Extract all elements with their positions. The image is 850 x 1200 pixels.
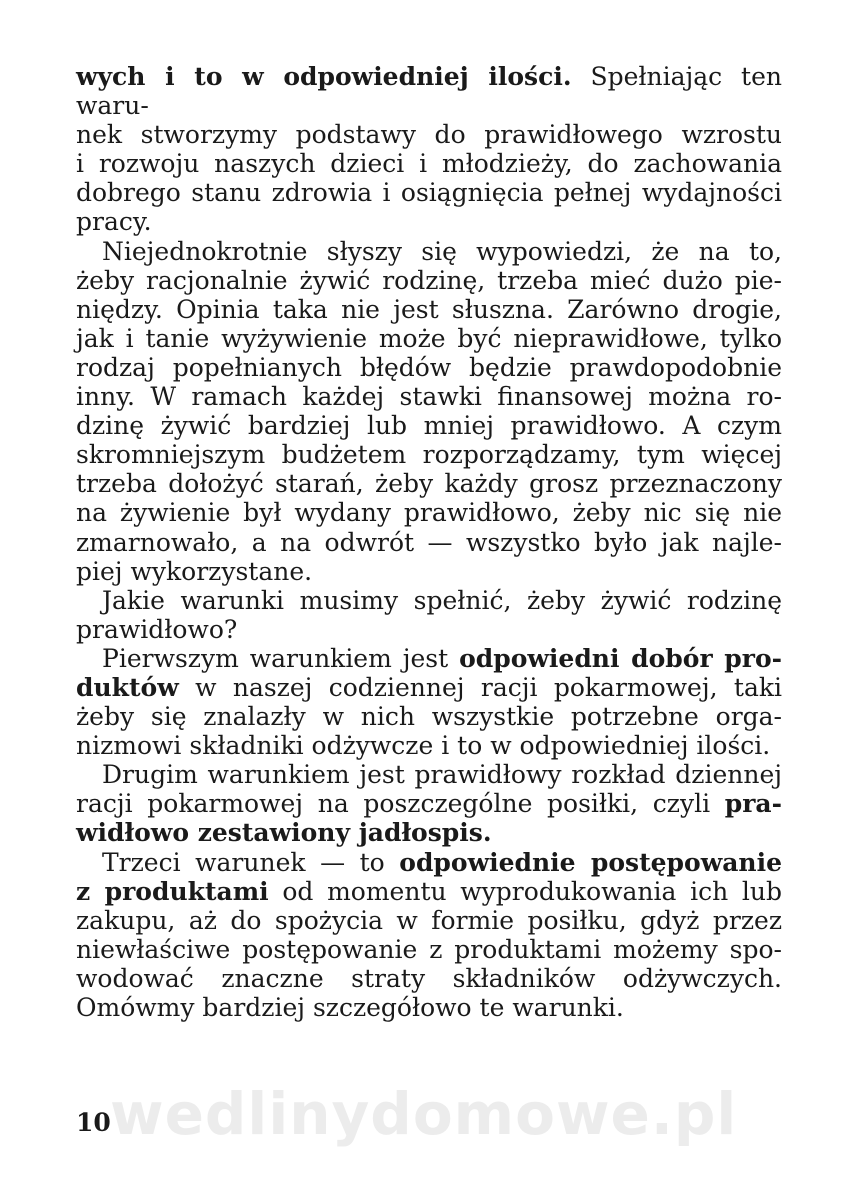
text-run: żeby racjonalnie żywić rodzinę, trzeba mieć dużo pie- <box>76 265 782 295</box>
text-run: wodować znaczne straty składników odżywczych. <box>76 963 782 993</box>
paragraph <box>76 848 782 1023</box>
text-run: inny. W ramach każdej stawki finansowej można ro- <box>76 382 782 412</box>
text-run: trzeba dołożyć starań, żeby każdy grosz przeznaczony <box>76 469 782 499</box>
text-run: niędzy. Opinia taka nie jest słuszna. Zarówno drogie, <box>76 294 782 324</box>
bold-text: duktów <box>76 672 179 702</box>
text-line <box>76 62 782 120</box>
text-line <box>76 789 782 818</box>
text-line <box>76 935 782 964</box>
text-line <box>76 120 782 149</box>
text-run: prawidłowo? <box>76 614 238 644</box>
text-run: racji pokarmowej na poszczególne posiłki, czyli <box>76 789 725 819</box>
text-line <box>76 877 782 906</box>
text-line <box>76 644 782 673</box>
text-line <box>76 906 782 935</box>
text-line <box>76 848 782 877</box>
paragraph <box>76 644 782 760</box>
text-line <box>76 731 782 760</box>
text-line <box>76 353 782 382</box>
paragraph <box>76 62 782 237</box>
text-run: na żywienie był wydany prawidłowo, żeby nic się nie <box>76 498 782 528</box>
text-run: zakupu, aż do spożycia w formie posiłku, gdyż przez <box>76 905 782 935</box>
text-run: rodzaj popełnianych błędów będzie prawdopodobnie <box>76 352 782 382</box>
text-line <box>76 498 782 527</box>
text-line <box>76 818 782 847</box>
text-line <box>76 760 782 789</box>
bold-text: odpowiedni dobór pro- <box>459 643 782 673</box>
bold-text: pra- <box>724 789 782 819</box>
text-run: skromniejszym budżetem rozporządzamy, tym więcej <box>76 440 782 470</box>
text-run: Drugim warunkiem jest prawidłowy rozkład dziennej <box>102 760 782 790</box>
text-run: Pierwszym warunkiem jest <box>102 643 460 673</box>
bold-text: wych i to w odpowiedniej ilości. <box>76 62 572 91</box>
paragraph <box>76 586 782 644</box>
text-line <box>76 149 782 178</box>
text-line <box>76 586 782 615</box>
text-run: piej wykorzystane. <box>76 556 313 586</box>
text-run: w naszej codziennej racji pokarmowej, taki <box>178 672 782 702</box>
text-line <box>76 382 782 411</box>
text-run: Jakie warunki musimy spełnić, żeby żywić rodzinę <box>102 585 782 615</box>
text-run: niewłaściwe postępowanie z produktami możemy spo- <box>76 934 782 964</box>
text-run: nizmowi składniki odżywcze i to w odpowiedniej ilości. <box>76 731 771 761</box>
text-run: i rozwoju naszych dzieci i młodzieży, do zachowania <box>76 149 782 179</box>
text-line <box>76 702 782 731</box>
page-number: 10 <box>76 1108 111 1137</box>
text-run: żeby się znalazły w nich wszystkie potrzebne orga- <box>76 702 782 732</box>
text-run: Trzeci warunek — to <box>102 847 400 877</box>
paragraph <box>76 760 782 847</box>
text-line <box>76 964 782 993</box>
text-run: pracy. <box>76 207 152 237</box>
text-line <box>76 615 782 644</box>
text-line <box>76 295 782 324</box>
body-text <box>76 62 782 1022</box>
text-run: Niejednokrotnie słyszy się wypowiedzi, że na to, <box>102 236 782 266</box>
text-line <box>76 528 782 557</box>
text-run: zmarnowało, a na odwrót — wszystko było jak najle- <box>76 527 782 557</box>
text-run: Omówmy bardziej szczegółowo te warunki. <box>76 993 624 1022</box>
text-run: dobrego stanu zdrowia i osiągnięcia pełnej wydajności <box>76 178 782 208</box>
paragraph <box>76 237 782 586</box>
text-run: od momentu wyprodukowania ich lub <box>268 876 782 906</box>
bold-text: z produktami <box>76 876 269 906</box>
text-line <box>76 440 782 469</box>
text-line <box>76 324 782 353</box>
text-line <box>76 207 782 236</box>
bold-text: odpowiednie postępowanie <box>399 847 782 877</box>
text-line <box>76 237 782 266</box>
watermark-text: wedlinydomowe.pl <box>110 1080 738 1148</box>
text-line <box>76 266 782 295</box>
text-line <box>76 469 782 498</box>
text-line <box>76 178 782 207</box>
text-line <box>76 673 782 702</box>
text-line <box>76 557 782 586</box>
bold-text: widłowo zestawiony jadłospis. <box>76 818 492 848</box>
text-line <box>76 411 782 440</box>
text-run: dzinę żywić bardziej lub mniej prawidłowo. A czym <box>76 411 782 441</box>
text-run: Spełniając ten waru- <box>76 62 783 121</box>
text-run: jak i tanie wyżywienie może być nieprawidłowe, tylko <box>76 323 782 353</box>
text-line <box>76 993 782 1022</box>
text-run: nek stworzymy podstawy do prawidłowego wzrostu <box>76 120 782 150</box>
